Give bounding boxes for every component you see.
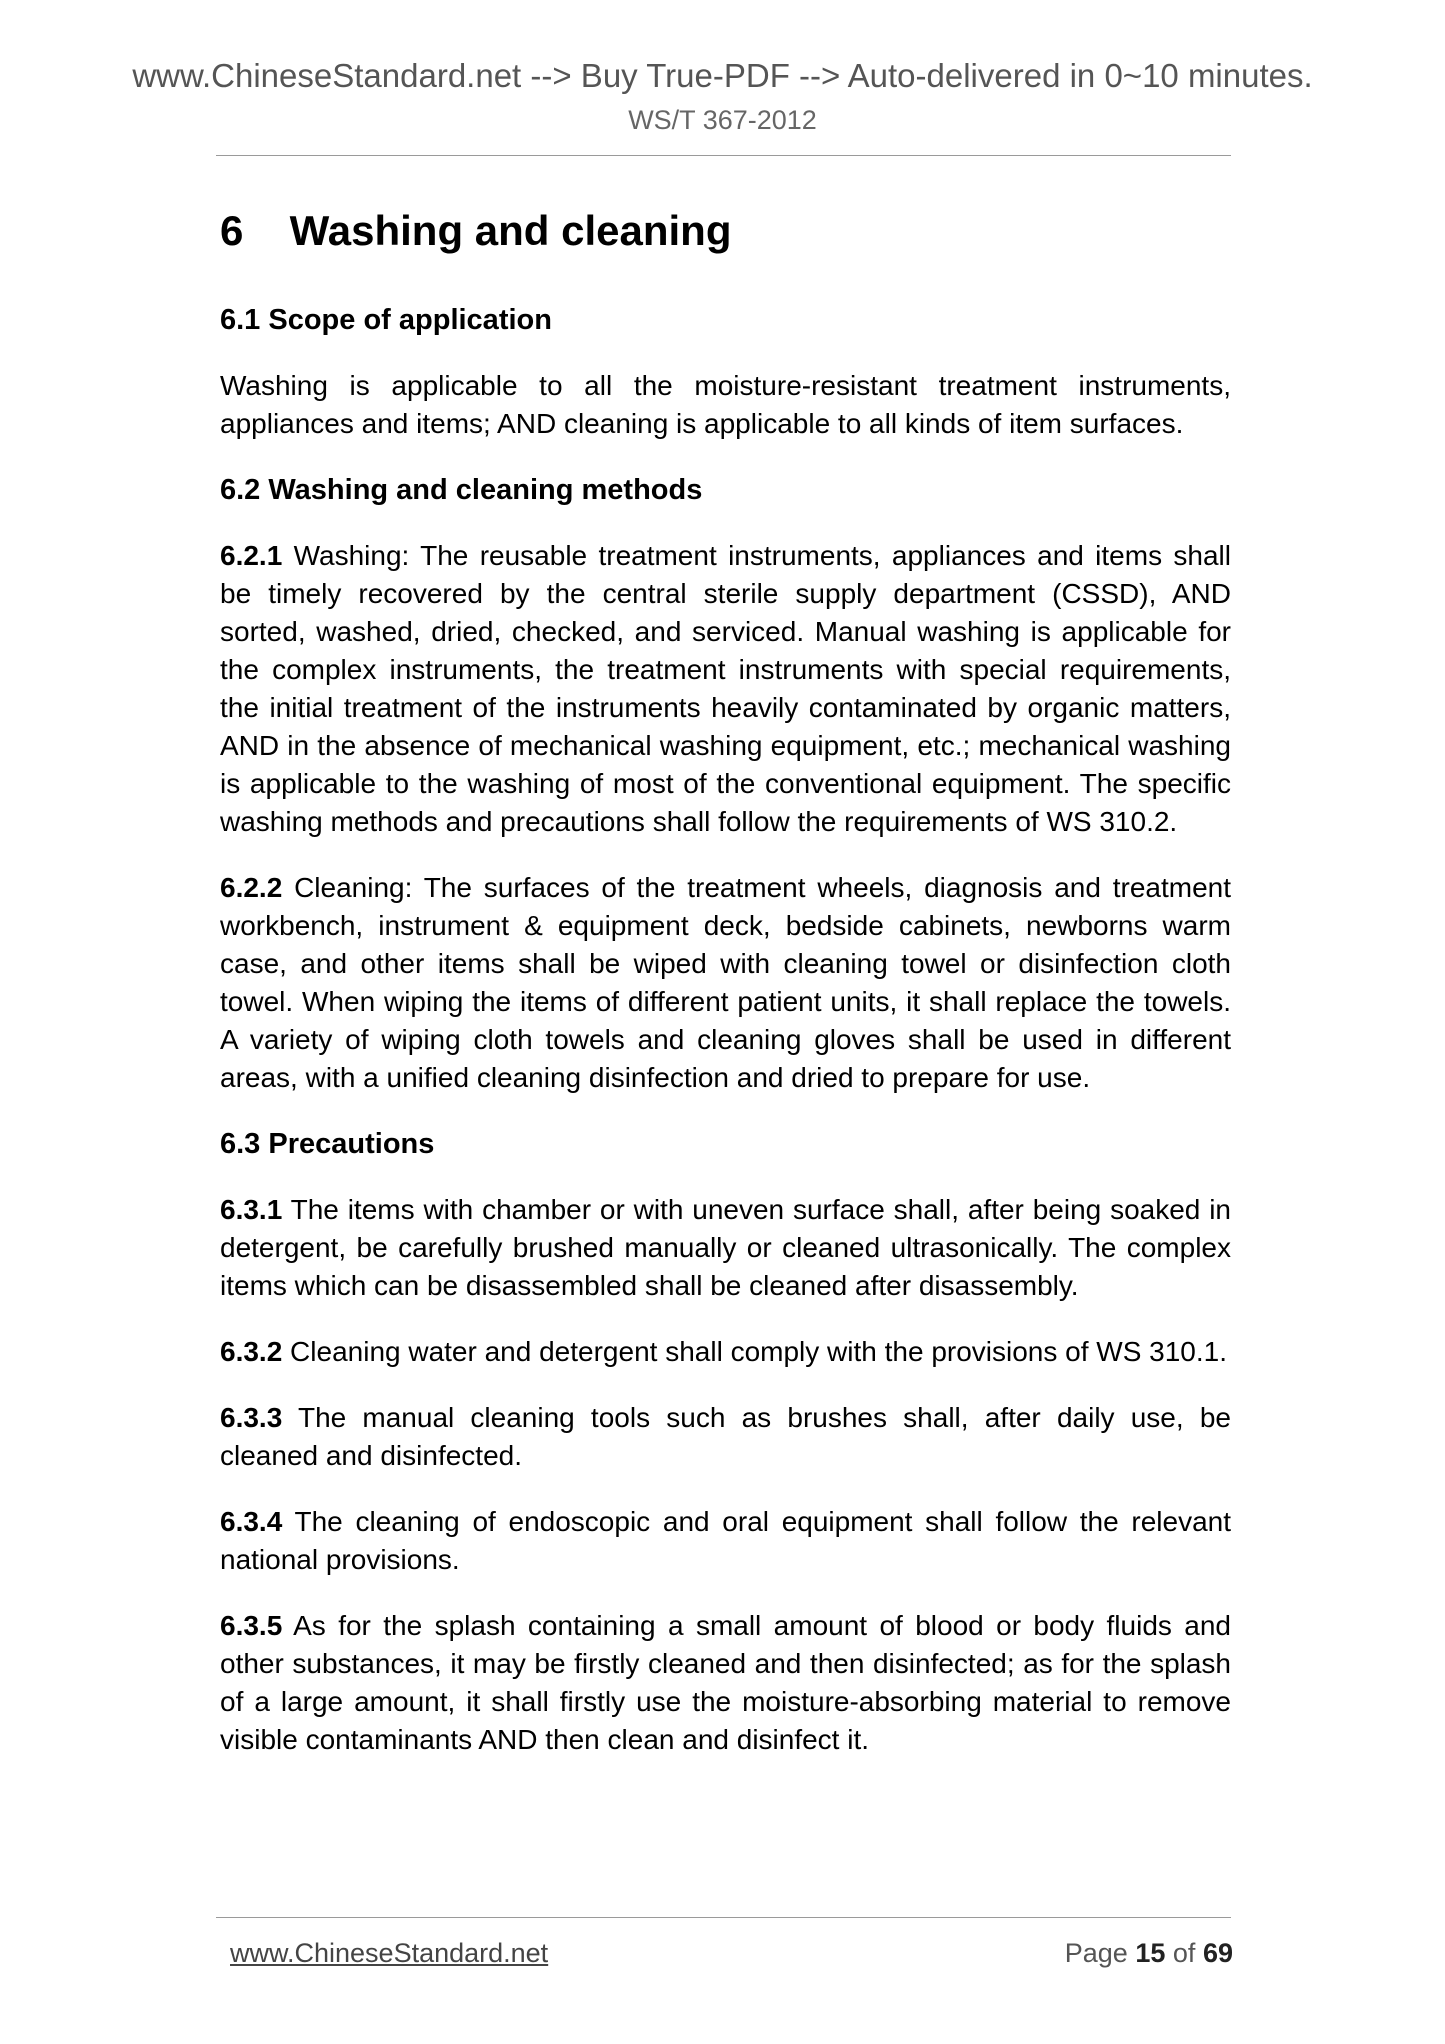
clause-6-3-1 xyxy=(220,1191,1231,1305)
clause-6-3-4 xyxy=(220,1503,1231,1579)
total-pages-number: 69 xyxy=(1202,1938,1233,1968)
clause-number: 6.3.2 xyxy=(220,1336,283,1367)
header-divider xyxy=(216,155,1231,156)
page-content xyxy=(220,205,1231,1787)
footer-website-link[interactable]: www.ChineseStandard.net xyxy=(230,1938,549,1968)
subsection-heading-6-3: 6.3 Precautions xyxy=(220,1128,435,1160)
clause-number: 6.2.1 xyxy=(220,540,283,571)
clause-text: The manual cleaning tools such as brushes shall, after daily use, be cleaned and disinfected. xyxy=(220,1402,1231,1471)
clause-6-3-3 xyxy=(220,1399,1231,1475)
section-title xyxy=(220,205,1231,257)
subsection-heading-6-1: 6.1 Scope of application xyxy=(220,304,552,336)
page-of-label: of xyxy=(1172,1938,1196,1968)
clause-text: The cleaning of endoscopic and oral equipment shall follow the relevant national provisions. xyxy=(220,1506,1231,1575)
clause-text: The items with chamber or with uneven surface shall, after being soaked in detergent, be carefully brushed manually or cleaned ultrasonically. The complex items which can be disassembled shall be cleaned after disassembly. xyxy=(220,1194,1231,1301)
clause-text: Washing: The reusable treatment instruments, appliances and items shall be timely recovered by the central sterile supply department (CSSD), AND sorted, washed, dried, checked, and serviced. Manual washing is applicable for the complex instruments, the treatment instruments with special requirements, the initial treatment of the instruments heavily contaminated by organic matters, AND in the absence of mechanical washing equipment, etc.; mechanical washing is applicable to the washing of most of the conventional equipment. The specific washing methods and precautions shall follow the requirements of WS 310.2. xyxy=(220,540,1231,837)
clause-text: Cleaning water and detergent shall comply with the provisions of WS 310.1. xyxy=(282,1336,1228,1367)
clause-6-2-2 xyxy=(220,869,1231,1097)
current-page-number: 15 xyxy=(1135,1938,1166,1968)
clause-number: 6.2.2 xyxy=(220,872,283,903)
clause-6-3-2 xyxy=(220,1333,1231,1371)
subsection-heading-6-2: 6.2 Washing and cleaning methods xyxy=(220,474,703,506)
clause-number: 6.3.1 xyxy=(220,1194,283,1225)
clause-number: 6.3.3 xyxy=(220,1402,283,1433)
clause-number: 6.3.4 xyxy=(220,1506,283,1537)
clause-6-2-1 xyxy=(220,537,1231,841)
clause-text: As for the splash containing a small amount of blood or body fluids and other substances, it may be firstly cleaned and then disinfected; as for the splash of a large amount, it shall firstly use the moisture-absorbing material to remove visible contaminants AND then clean and disinfect it. xyxy=(220,1610,1231,1755)
section-number: 6 xyxy=(220,207,244,254)
page-indicator xyxy=(1065,1937,1233,1969)
document-code: WS/T 367-2012 xyxy=(628,105,817,135)
paragraph-6-1: Washing is applicable to all the moisture-resistant treatment instruments, appliances and items; AND cleaning is applicable to all kinds of item surfaces. xyxy=(220,370,1231,439)
clause-text: Cleaning: The surfaces of the treatment wheels, diagnosis and treatment workbench, instrument & equipment deck, bedside cabinets, newborns warm case, and other items shall be wiped with cleaning towel or disinfection cloth towel. When wiping the items of different patient units, it shall replace the towels. A variety of wiping cloth towels and cleaning gloves shall be used in different areas, with a unified cleaning disinfection and dried to prepare for use. xyxy=(220,872,1231,1093)
footer-divider xyxy=(216,1917,1231,1918)
page-label: Page xyxy=(1064,1938,1128,1968)
section-title-text: Washing and cleaning xyxy=(289,207,732,254)
clause-number: 6.3.5 xyxy=(220,1610,283,1641)
header-banner: www.ChineseStandard.net --> Buy True-PDF --> Auto-delivered in 0~10 minutes. xyxy=(132,57,1313,94)
clause-6-3-5 xyxy=(220,1607,1231,1759)
